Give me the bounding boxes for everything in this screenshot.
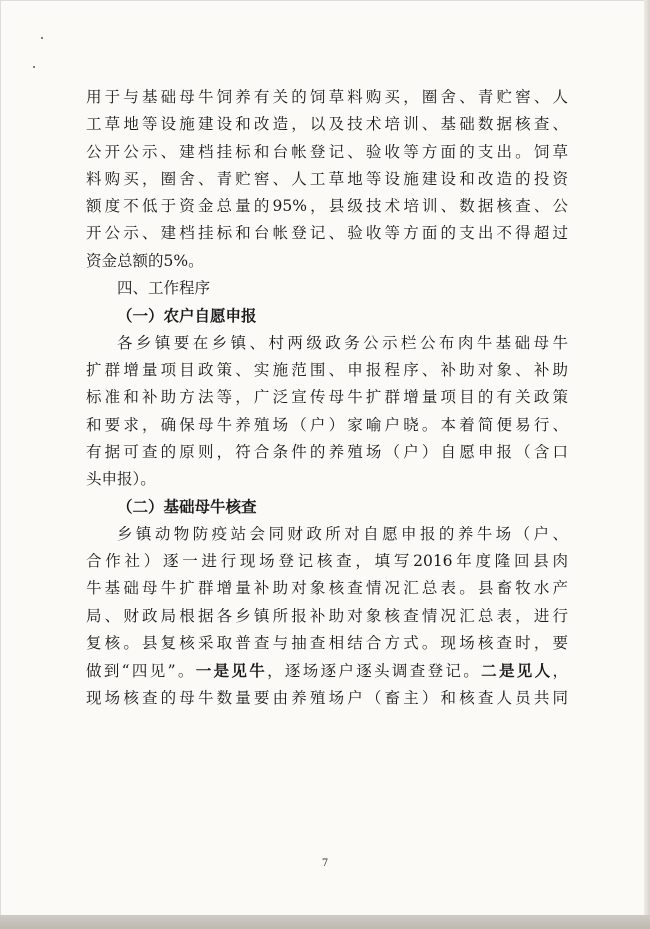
emphasis-text: 二是见人	[481, 661, 553, 681]
paragraph-line: 头申报）。	[86, 470, 156, 489]
paragraph-line: 公开公示、建档挂标和台帐登记、验收等方面的支出。饲草	[86, 142, 568, 161]
paragraph-line: 工草地等设施建设和改造，以及技术培训、基础数据核查、	[86, 115, 568, 134]
text-run: ，逐场逐户逐头调查登记。	[267, 662, 482, 681]
paragraph-line: 牛基础母牛扩群增量补助对象核查情况汇总表。县畜牧水产	[86, 579, 568, 598]
paragraph-line: 和要求，确保母牛养殖场（户）家喻户晓。本着简便易行、	[86, 415, 568, 434]
paragraph-line: 料购买，圈舍、青贮窖、人工草地等设施建设和改造的投资	[86, 169, 568, 188]
paragraph-line: 现场核查的母牛数量要由养殖场户（畜主）和核查人员共同	[86, 688, 568, 707]
page-number: 7	[321, 858, 329, 869]
paragraph-line: 各乡镇要在乡镇、村两级政务公示栏公布肉牛基础母牛	[117, 333, 568, 352]
subsection-heading: （二）基础母牛核查	[117, 497, 257, 517]
scan-speck	[41, 37, 43, 39]
paragraph-line: 开公示、建档挂标和台帐登记、验收等方面的支出不得超过	[86, 224, 568, 243]
paragraph-line: 有据可查的原则，符合条件的养殖场（户）自愿申报（含口	[86, 442, 568, 461]
emphasis-text: 一是见牛	[195, 661, 268, 681]
document-body	[86, 84, 568, 712]
page-edge-shadow	[644, 0, 650, 929]
scan-speck	[33, 66, 35, 68]
paragraph-line: 标准和补助方法等，广泛宣传母牛扩群增量项目的有关政策	[86, 388, 568, 407]
scan-bottom-border	[0, 915, 650, 929]
paragraph-line: 复核。县复核采取普查与抽查相结合方式。现场核查时，要	[86, 633, 568, 652]
subsection-heading: （一）农户自愿申报	[117, 306, 257, 326]
paragraph-line: 合作社）逐一进行现场登记核查，填写2016年度隆回县肉	[86, 552, 568, 571]
paragraph-line: 用于与基础母牛饲养有关的饲草料购买，圈舍、青贮窖、人	[86, 88, 568, 106]
paragraph-line: 资金总额的5%。	[86, 251, 204, 270]
paragraph-line: 局、财政局根据各乡镇所报补助对象核查情况汇总表，进行	[86, 606, 568, 625]
section-heading: 四、工作程序	[117, 279, 211, 298]
paragraph-line: 扩群增量项目政策、实施范围、申报程序、补助对象、补助	[86, 360, 568, 379]
paragraph-line: 乡镇动物防疫站会同财政所对自愿申报的养牛场（户、	[117, 524, 568, 543]
paragraph-line: 额度不低于资金总量的95%，县级技术培训、数据核查、公	[86, 197, 568, 216]
text-run: ，	[552, 662, 568, 681]
text-run: 做到“四见”。	[86, 662, 196, 681]
paragraph-line-mixed	[86, 657, 568, 684]
